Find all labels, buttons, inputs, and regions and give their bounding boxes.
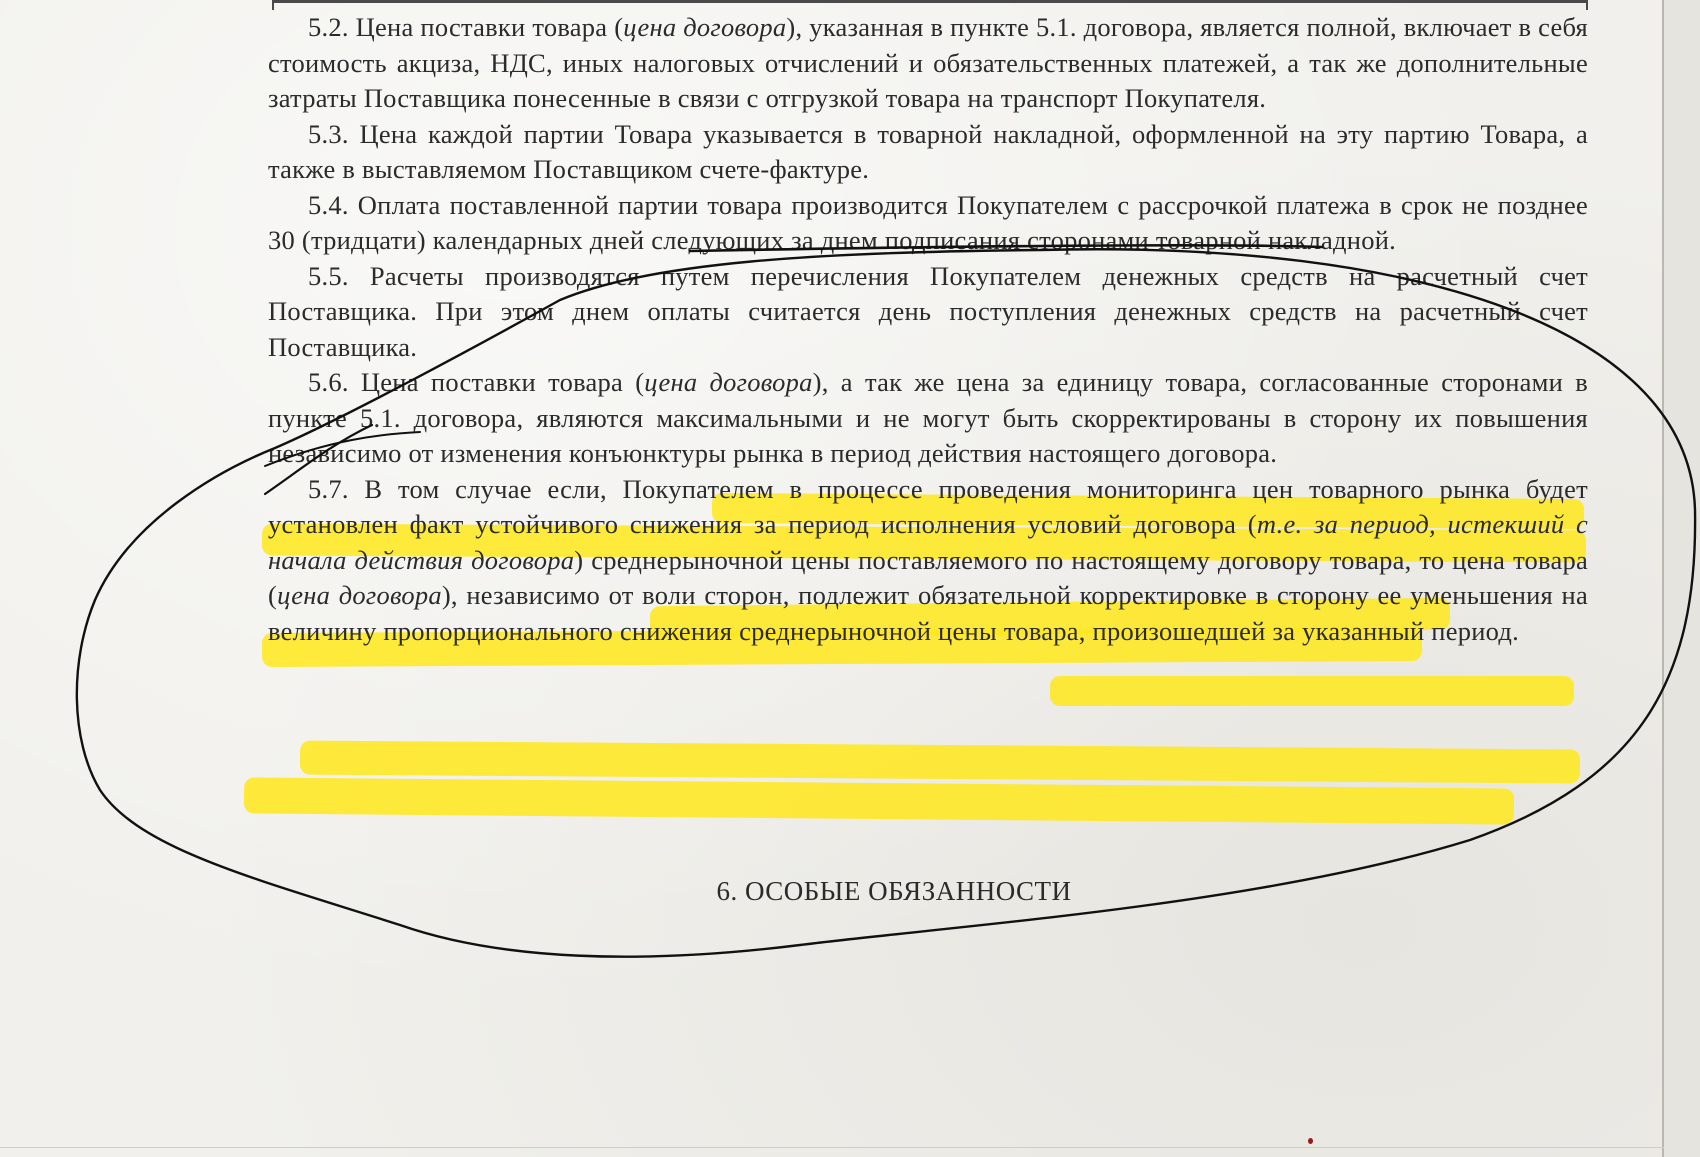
- clause-5-4: [268, 188, 1588, 259]
- clause-number: 5.6.: [308, 367, 349, 397]
- clause-number: 5.3.: [308, 118, 349, 149]
- contract-text: [268, 10, 1588, 649]
- clause-text: Цена поставки товара (: [348, 12, 624, 42]
- clause-text: ), а так же цена за единицу товара, согласованные сторонами в пункте 5.1. договора, являются максимальными и не могут быть скорректированы в сторону их повышения независимо от изменения конъюнктуры рынка в период действия настоящего договора.: [268, 367, 1588, 468]
- section-heading-wrap: [0, 876, 1700, 907]
- clause-5-5: [268, 259, 1588, 366]
- page-bottom-edge: [0, 1147, 1664, 1148]
- clause-5-2: [268, 10, 1588, 117]
- ink-dot: [1308, 1138, 1313, 1144]
- clause-text: ) среднерыночной цены поставляемого по настоящему договору товара, то цена товара (: [268, 544, 1588, 610]
- clause-5-3: [268, 117, 1588, 188]
- clause-text-italic: т.е. за период, истекший с начала действия договора: [268, 509, 1588, 575]
- section-heading: 6. ОСОБЫЕ ОБЯЗАННОСТИ: [716, 876, 1072, 906]
- clause-number: 5.5.: [308, 260, 349, 291]
- clause-number: 5.4.: [308, 189, 349, 220]
- clause-5-6: [268, 365, 1588, 472]
- page-edge: [1662, 0, 1664, 1157]
- table-bottom-border: [272, 0, 1588, 3]
- clause-text-italic: цена договора: [623, 12, 787, 42]
- table-left-tick: [272, 0, 274, 10]
- page-right-margin: [1664, 0, 1700, 1157]
- table-right-tick: [1586, 0, 1588, 10]
- clause-text: ), независимо от воли сторон, подлежит обязательной корректировке в сторону ее уменьшения на величину пропорционального снижения среднерыночной цены товара, произошедшей за указанный период.: [268, 580, 1588, 646]
- clause-number: 5.7.: [308, 473, 349, 504]
- clause-text: В том случае если, Покупателем в процессе проведения мониторинга цен товарного рынка будет установлен факт устойчивого снижения за период исполнения условий договора (: [268, 473, 1588, 539]
- clause-number: 5.2.: [308, 12, 349, 42]
- clause-text-italic: цена договора: [644, 367, 813, 397]
- clause-text: Оплата поставленной партии товара производится Покупателем с рассрочкой платежа в срок не позднее 30 (тридцати) календарных дней следующих за днем подписания сторонами товарной накладной.: [268, 189, 1588, 255]
- highlight-stroke: [1050, 676, 1574, 706]
- clause-text: Расчеты производятся путем перечисления Покупателем денежных средств на расчетный счет Поставщика. При этом днем оплаты считается день поступления денежных средств на расчетный счет Поставщика.: [268, 260, 1588, 362]
- clause-5-7: [268, 472, 1588, 650]
- clause-text: Цена каждой партии Товара указывается в товарной накладной, оформленной на эту партию Товара, а также в выставляемом Поставщиком счете-фактуре.: [268, 118, 1588, 184]
- clause-text-italic: цена договора: [277, 580, 442, 610]
- clause-text: Цена поставки товара (: [348, 367, 645, 397]
- clause-text: ), указанная в пункте 5.1. договора, является полной, включает в себя стоимость акциза, НДС, иных налоговых отчислений и обязательственных платежей, а так же дополнительные затраты Поставщика понесенные в связи с отгрузкой товара на транспорт Покупателя.: [268, 12, 1588, 113]
